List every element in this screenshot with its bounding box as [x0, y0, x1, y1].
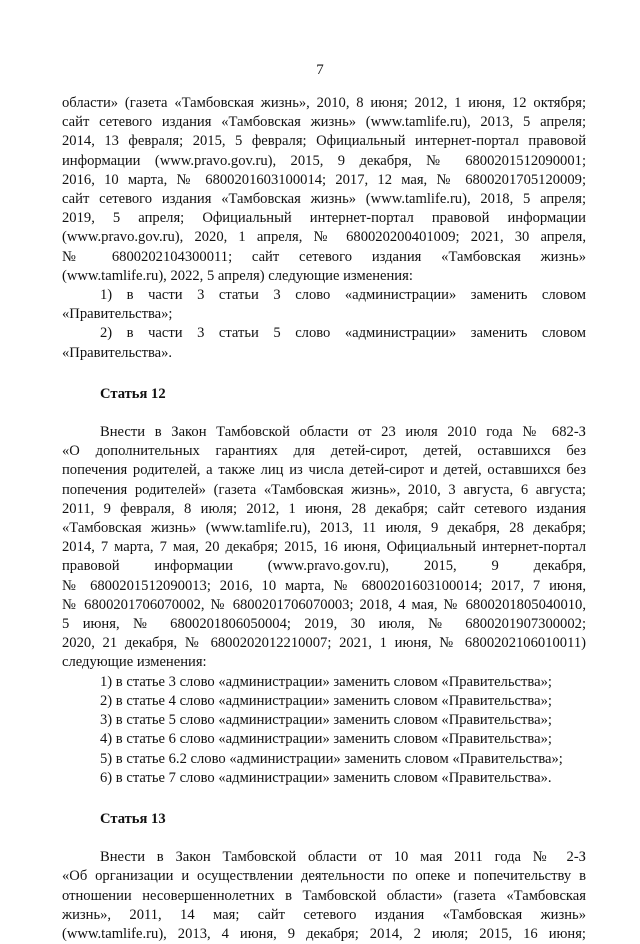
list-item: 1) в статье 3 слово «администрации» заменить словом «Правительства»;: [100, 673, 552, 690]
text-line: отношении несовершеннолетних в Тамбовской области» (газета «Тамбовская: [62, 887, 586, 904]
document-body: [62, 94, 586, 944]
text-line: попечения родителей» (газета «Тамбовская жизнь», 2010, 3 августа, 6 августа;: [62, 481, 586, 498]
article-heading: Статья 12: [100, 385, 166, 402]
text-line: (www.tamlife.ru), 2013, 4 июня, 9 декабря; 2014, 2 июля; 2015, 16 июня;: [62, 925, 586, 942]
text-line: информации (www.pravo.gov.ru), 2015, 9 декабря, № 6800201512090001;: [62, 152, 586, 169]
list-item-continuation: «Правительства».: [62, 344, 173, 361]
list-item-continuation: «Правительства»;: [62, 306, 173, 323]
article-heading: Статья 13: [100, 810, 166, 827]
text-line: 2011, 9 февраля, 8 июля; 2012, 1 июня, 28 декабря; сайт сетевого издания: [62, 500, 586, 517]
text-line: 5 июня, № 6800201806050004; 2019, 30 июля, № 6800201907300002;: [62, 616, 586, 633]
text-line: № 6800201512090013; 2016, 10 марта, № 6800201603100014; 2017, 7 июня,: [62, 577, 586, 594]
text-line: следующие изменения:: [62, 654, 207, 671]
text-line: сайт сетевого издания «Тамбовская жизнь» (www.tamlife.ru), 2013, 5 апреля;: [62, 114, 586, 131]
text-line: «Тамбовская жизнь» (www.tamlife.ru), 2013, 11 июля, 9 декабря, 28 декабря;: [62, 520, 586, 537]
text-line: 2014, 13 февраля; 2015, 5 февраля; Официальный интернет-портал правовой: [62, 133, 586, 150]
list-item: 6) в статье 7 слово «администрации» заменить словом «Правительства».: [100, 769, 552, 786]
list-item: 3) в статье 5 слово «администрации» заменить словом «Правительства»;: [100, 712, 552, 729]
text-line: сайт сетевого издания «Тамбовская жизнь» (www.tamlife.ru), 2018, 5 апреля;: [62, 191, 586, 208]
list-item: 5) в статье 6.2 слово «администрации» заменить словом «Правительства»;: [100, 750, 563, 767]
text-line: 2016, 10 марта, № 6800201603100014; 2017, 12 мая, № 6800201705120009;: [62, 171, 586, 188]
text-line: попечения родителей, а также лиц из числа детей-сирот и детей, оставшихся без: [62, 462, 586, 479]
text-line: № 6800202104300011; сайт сетевого издания «Тамбовская жизнь»: [62, 248, 586, 265]
text-line: Внести в Закон Тамбовской области от 10 мая 2011 года № 2-З: [100, 849, 586, 866]
text-line: Внести в Закон Тамбовской области от 23 июля 2010 года № 682-З: [100, 424, 586, 441]
text-line: жизнь», 2011, 14 мая; сайт сетевого издания «Тамбовская жизнь»: [62, 906, 586, 923]
text-line: области» (газета «Тамбовская жизнь», 2010, 8 июня; 2012, 1 июня, 12 октября;: [62, 95, 586, 111]
text-line: «Об организации и осуществлении деятельности по опеке и попечительству в: [62, 868, 586, 885]
text-line: 2020, 21 декабря, № 6800202012210007; 2021, 1 июня, № 6800202106010011): [62, 635, 586, 652]
page-number: 7: [316, 62, 324, 78]
text-line: (www.tamlife.ru), 2022, 5 апреля) следующие изменения:: [62, 267, 413, 284]
list-item: 1) в части 3 статьи 3 слово «администрации» заменить словом: [100, 287, 586, 304]
list-item: 2) в части 3 статьи 5 слово «администрации» заменить словом: [100, 325, 586, 342]
text-line: 2019, 5 апреля; Официальный интернет-портал правовой информации: [62, 210, 586, 227]
text-line: правовой информации (www.pravo.gov.ru), 2015, 9 декабря,: [62, 558, 586, 575]
list-item: 2) в статье 4 слово «администрации» заменить словом «Правительства»;: [100, 692, 552, 709]
text-line: (www.pravo.gov.ru), 2020, 1 апреля, № 680020200401009; 2021, 30 апреля,: [62, 229, 586, 246]
list-item: 4) в статье 6 слово «администрации» заменить словом «Правительства»;: [100, 731, 552, 748]
text-line: 2014, 7 марта, 7 мая, 20 декабря; 2015, 16 июня, Официальный интернет-портал: [62, 539, 586, 556]
text-line: № 6800201706070002, № 6800201706070003; 2018, 4 мая, № 6800201805040010,: [62, 596, 586, 613]
text-line: «О дополнительных гарантиях для детей-сирот, детей, оставшихся без: [62, 443, 586, 460]
